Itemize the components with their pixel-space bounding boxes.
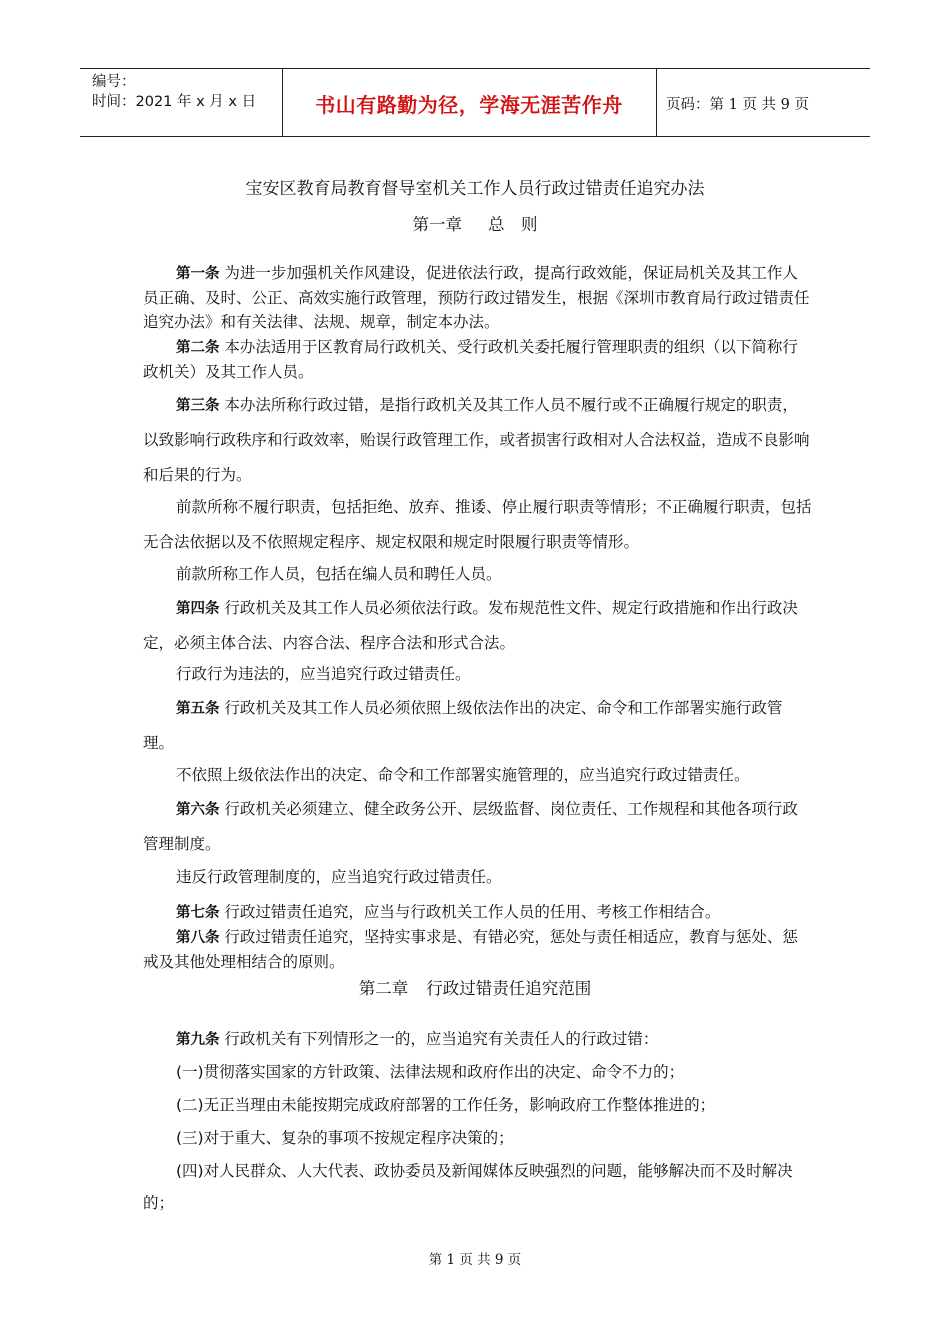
article-text: 本办法所称行政过错，是指行政机关及其工作人员不履行或不正确履行规定的职责，以致影响行政秩序和行政效率，贻误行政管理工作，或者损害行政相对人合法权益，造成不良影响和后果的行为。 bbox=[143, 396, 810, 484]
chapter-name: 总 则 bbox=[488, 215, 538, 234]
chapter-name: 行政过错责任追究范围 bbox=[426, 979, 592, 998]
article-label: 第二条 bbox=[176, 339, 220, 356]
paragraph-text: 前款所称工作人员，包括在编人员和聘任人员。 bbox=[176, 565, 502, 583]
article-6 bbox=[143, 792, 813, 862]
article-text: 行政过错责任追究，应当与行政机关工作人员的任用、考核工作相结合。 bbox=[219, 903, 721, 921]
article-4 bbox=[143, 591, 813, 661]
article-label: 第四条 bbox=[176, 600, 220, 617]
header-meta bbox=[92, 72, 256, 112]
list-item-text: (四)对人民群众、人大代表、政协委员及新闻媒体反映强烈的问题，能够解决而不及时解决的； bbox=[143, 1162, 793, 1212]
list-item-text: (三)对于重大、复杂的事项不按规定程序决策的； bbox=[176, 1129, 514, 1147]
list-item-text: (二)无正当理由未能按期完成政府部署的工作任务，影响政府工作整体推进的； bbox=[176, 1096, 716, 1114]
article-label: 第一条 bbox=[176, 265, 220, 282]
article-label: 第七条 bbox=[176, 904, 220, 921]
article-text: 本办法适用于区教育局行政机关、受行政机关委托履行管理职责的组织（以下简称行政机关）及其工作人员。 bbox=[143, 338, 798, 381]
list-item bbox=[143, 1122, 813, 1154]
article-2 bbox=[143, 335, 813, 384]
document-title: 宝安区教育局教育督导室机关工作人员行政过错责任追究办法 bbox=[245, 179, 705, 199]
paragraph-text: 前款所称不履行职责，包括拒绝、放弃、推诿、停止履行职责等情形；不正确履行职责，包括无合法依据以及不依照规定程序、规定权限和规定时限履行职责等情形。 bbox=[143, 498, 812, 551]
list-item bbox=[143, 1155, 813, 1219]
page-footer: 第 1 页 共 9 页 bbox=[428, 1252, 522, 1268]
article-text: 行政机关必须建立、健全政务公开、层级监督、岗位责任、工作规程和其他各项行政管理制度。 bbox=[143, 800, 798, 853]
article-9 bbox=[143, 1023, 813, 1056]
header-motto: 书山有路勤为径，学海无涯苦作舟 bbox=[315, 93, 623, 117]
chapter-heading bbox=[0, 211, 950, 235]
article-text: 行政机关及其工作人员必须依法行政。发布规范性文件、规定行政措施和作出行政决定，必须主体合法、内容合法、程序合法和形式合法。 bbox=[143, 599, 798, 652]
chapter-number: 第一章 bbox=[412, 215, 462, 234]
article-label: 第五条 bbox=[176, 700, 220, 717]
article-5 bbox=[143, 691, 813, 761]
list-item bbox=[143, 1089, 813, 1121]
paragraph bbox=[143, 657, 813, 692]
article-3 bbox=[143, 388, 813, 493]
chapter-number: 第二章 bbox=[358, 979, 409, 998]
paragraph bbox=[143, 557, 813, 592]
paragraph-text: 违反行政管理制度的，应当追究行政过错责任。 bbox=[176, 868, 502, 886]
header-page-number: 页码：第 1 页 共 9 页 bbox=[666, 97, 809, 113]
article-7 bbox=[143, 900, 813, 925]
list-item-text: (一)贯彻落实国家的方针政策、法律法规和政府作出的决定、命令不力的； bbox=[176, 1063, 685, 1081]
article-label: 第八条 bbox=[176, 929, 220, 946]
article-text: 行政过错责任追究，坚持实事求是、有错必究，惩处与责任相适应，教育与惩处、惩戒及其他处理相结合的原则。 bbox=[143, 928, 798, 971]
chapter-heading bbox=[0, 975, 950, 999]
article-text: 行政机关及其工作人员必须依照上级依法作出的决定、命令和工作部署实施行政管理。 bbox=[143, 699, 783, 752]
article-label: 第六条 bbox=[176, 801, 220, 818]
paragraph bbox=[143, 758, 813, 793]
paragraph-text: 行政行为违法的，应当追究行政过错责任。 bbox=[176, 665, 471, 683]
list-item bbox=[143, 1056, 813, 1088]
header-divider bbox=[656, 69, 657, 136]
code-label: 编号： bbox=[92, 74, 136, 90]
article-label: 第三条 bbox=[176, 397, 220, 414]
article-label: 第九条 bbox=[176, 1031, 220, 1048]
page-header bbox=[80, 68, 870, 137]
paragraph bbox=[143, 860, 813, 895]
paragraph bbox=[143, 490, 813, 560]
time-label: 时间：2021 年 x 月 x 日 bbox=[92, 94, 257, 110]
article-text: 为进一步加强机关作风建设，促进依法行政，提高行政效能，保证局机关及其工作人员正确、及时、公正、高效实施行政管理，预防行政过错发生，根据《深圳市教育局行政过错责任追究办法》和有关法律、法规、规章，制定本办法。 bbox=[143, 264, 810, 331]
article-8 bbox=[143, 925, 813, 974]
article-1 bbox=[143, 261, 813, 334]
paragraph-text: 不依照上级依法作出的决定、命令和工作部署实施管理的，应当追究行政过错责任。 bbox=[176, 766, 750, 784]
article-text: 行政机关有下列情形之一的，应当追究有关责任人的行政过错： bbox=[219, 1030, 659, 1048]
